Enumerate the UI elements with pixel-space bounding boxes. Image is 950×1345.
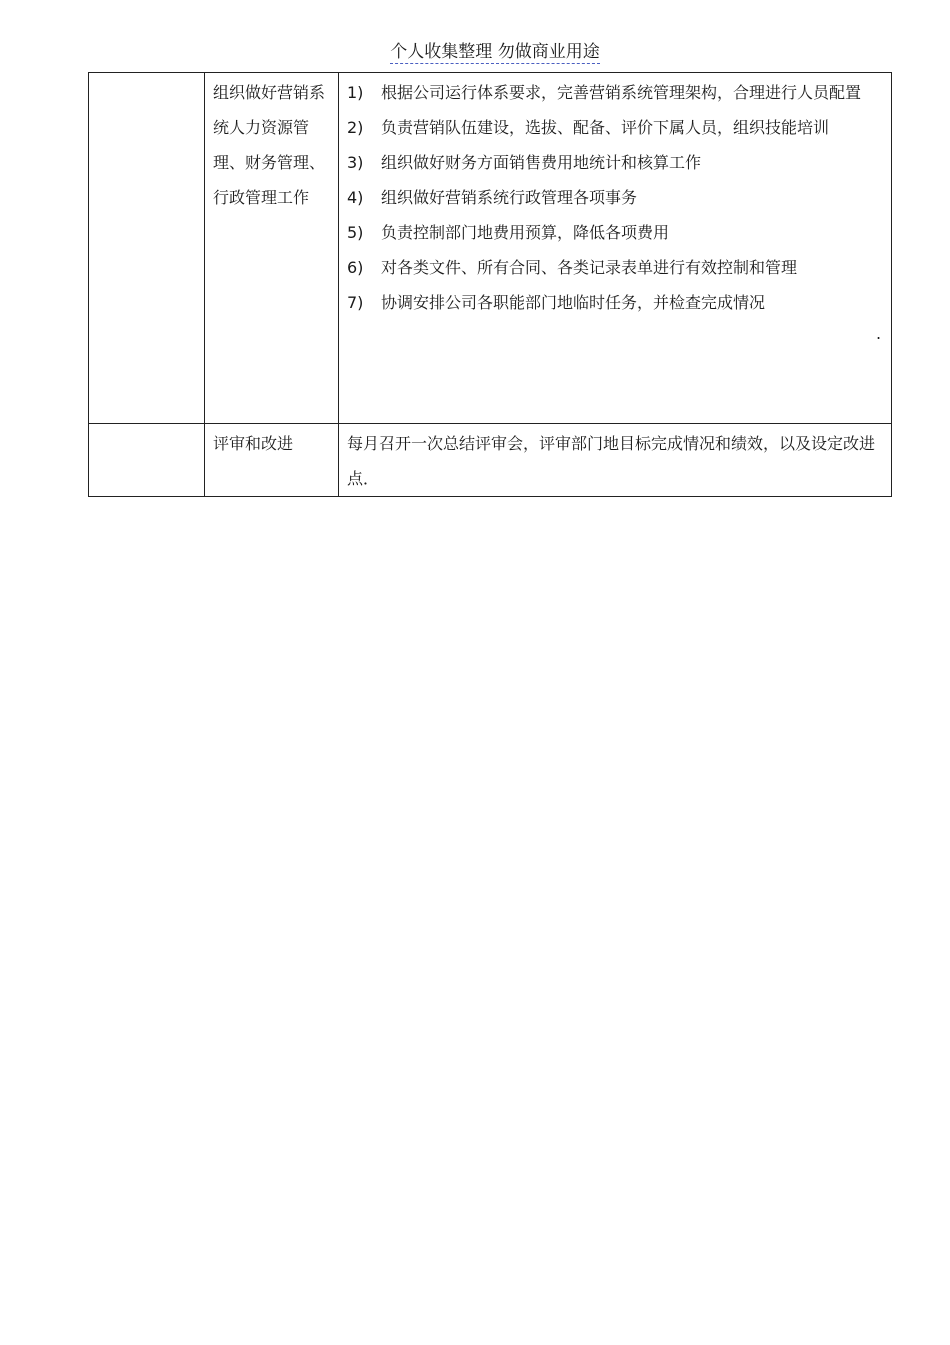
list-item bbox=[347, 285, 883, 320]
item-number: 6) bbox=[347, 258, 364, 277]
list-item bbox=[347, 250, 883, 285]
item-number: 1) bbox=[347, 83, 364, 102]
trailing-period: . bbox=[876, 324, 882, 343]
item-number: 3) bbox=[347, 153, 364, 172]
item-text: 负责控制部门地费用预算，降低各项费用 bbox=[381, 223, 670, 242]
item-text: 组织做好财务方面销售费用地统计和核算工作 bbox=[381, 153, 702, 172]
item-number: 2) bbox=[347, 118, 364, 137]
list-item bbox=[347, 145, 883, 180]
table-row bbox=[89, 73, 892, 424]
table-cell-details bbox=[339, 73, 892, 424]
item-number: 7) bbox=[347, 293, 364, 312]
item-number: 5) bbox=[347, 223, 364, 242]
table-row bbox=[89, 424, 892, 497]
table-cell-duty: 组织做好营销系统人力资源管理、财务管理、行政管理工作 bbox=[205, 73, 339, 424]
item-number: 4) bbox=[347, 188, 364, 207]
item-text: 负责营销队伍建设，选拔、配备、评价下属人员，组织技能培训 bbox=[381, 118, 830, 137]
list-item bbox=[347, 215, 883, 250]
table-cell-empty bbox=[89, 424, 205, 497]
header-text: 个人收集整理 勿做商业用途 bbox=[390, 42, 600, 62]
table-cell-duty: 评审和改进 bbox=[205, 424, 339, 497]
item-text: 组织做好营销系统行政管理各项事务 bbox=[381, 188, 638, 207]
table-cell-empty bbox=[89, 73, 205, 424]
list-item bbox=[347, 75, 883, 110]
item-text: 根据公司运行体系要求，完善营销系统管理架构，合理进行人员配置 bbox=[381, 83, 862, 102]
responsibility-table bbox=[88, 72, 892, 497]
item-text: 对各类文件、所有合同、各类记录表单进行有效控制和管理 bbox=[381, 258, 798, 277]
table-cell-details: 每月召开一次总结评审会，评审部门地目标完成情况和绩效，以及设定改进点． bbox=[339, 424, 892, 497]
list-item bbox=[347, 110, 883, 145]
page-header bbox=[0, 40, 950, 64]
item-text: 协调安排公司各职能部门地临时任务，并检查完成情况 bbox=[381, 293, 766, 312]
list-item bbox=[347, 180, 883, 215]
